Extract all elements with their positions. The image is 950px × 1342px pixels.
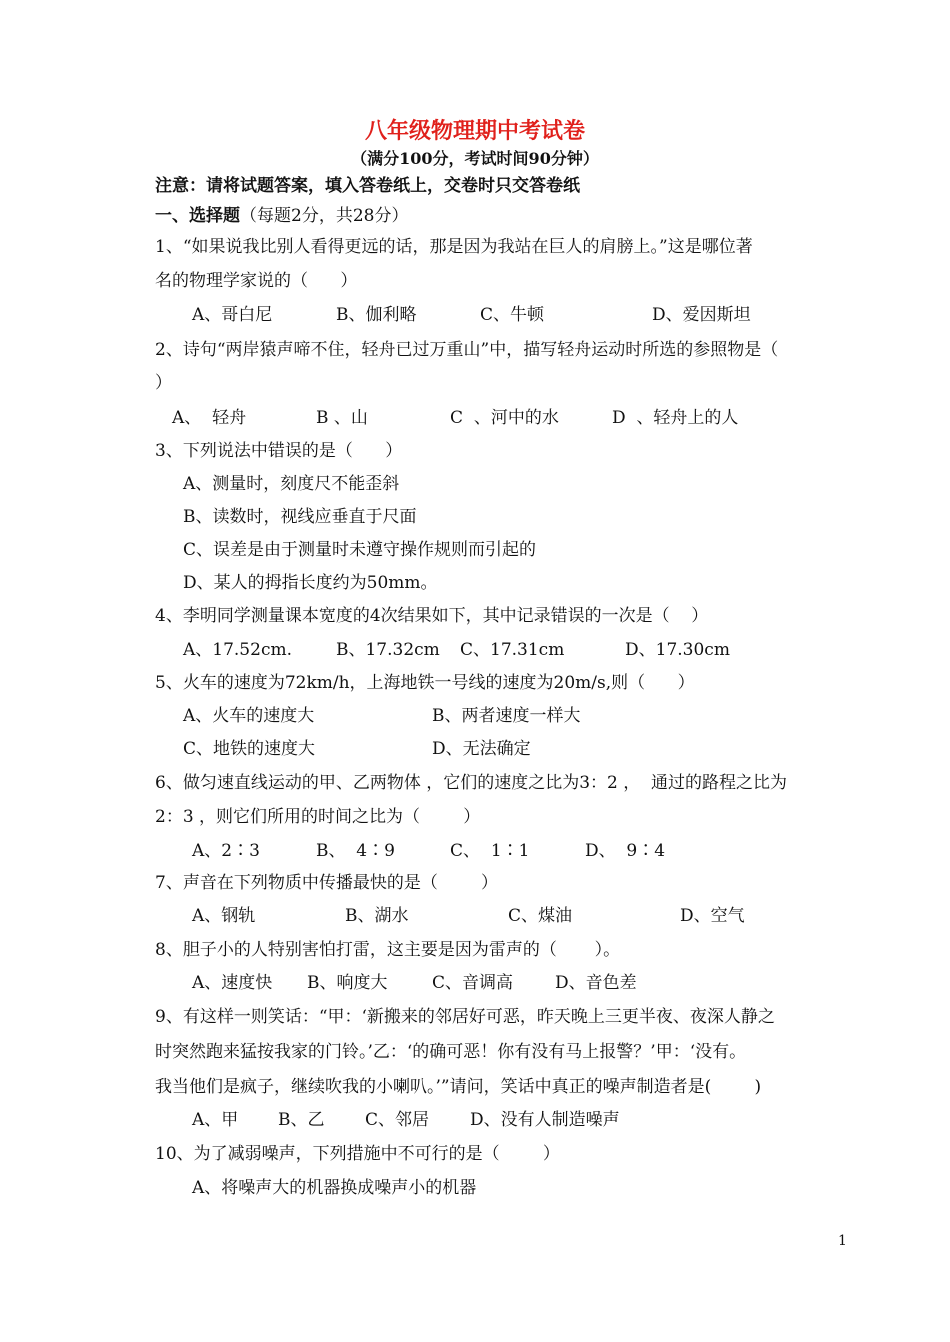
q4-option-b: B、17.32cm [336,640,440,660]
q7-stem: 7、声音在下列物质中传播最快的是（ ） [155,873,499,893]
q1-option-d: D、爱因斯坦 [652,305,751,325]
q5-stem: 5、火车的速度为72km/h，上海地铁一号线的速度为20m/s,则（ ） [155,673,695,693]
q7-option-c: C、煤油 [508,906,573,926]
q2-option-d: D 、轻舟上的人 [612,408,739,428]
section-note: （每题2分，共28分） [240,206,409,226]
q10-stem: 10、为了减弱噪声，下列措施中不可行的是（ ） [155,1144,560,1164]
q5-option-a: A、火车的速度大 [183,706,315,726]
q9-line2: 时突然跑来猛按我家的门铃。’乙：‘的确可恶！你有没有马上报警？’甲：‘没有。 [155,1042,747,1062]
q6-option-c: C、 1∶1 [450,841,530,861]
section-heading: 一、选择题 [155,206,240,226]
q3-stem: 3、下列说法中错误的是（ ） [155,441,403,461]
q8-option-d: D、音色差 [555,973,637,993]
q5-option-d: D、无法确定 [432,739,531,759]
q6-option-b: B、 4∶9 [316,841,395,861]
q9-option-a: A、甲 [192,1110,239,1130]
q8-option-b: B、响度大 [307,973,388,993]
q5-option-b: B、两者速度一样大 [432,706,581,726]
q3-option-d: D、某人的拇指长度约为50mm。 [183,573,438,593]
q9-option-c: C、邻居 [365,1110,430,1130]
q10-option-a: A、将噪声大的机器换成噪声小的机器 [192,1178,477,1198]
q9-line3: 我当他们是疯子，继续吹我的小喇叭。’”请问，笑话中真正的噪声制造者是( ) [155,1077,762,1097]
q7-option-d: D、空气 [680,906,745,926]
q2-line1: 2、诗句“两岸猿声啼不住，轻舟已过万重山”中，描写轻舟运动时所选的参照物是（ [155,340,779,360]
q1-line1: 1、“如果说我比别人看得更远的话，那是因为我站在巨人的肩膀上。”这是哪位著 [155,237,753,257]
q9-option-d: D、没有人制造噪声 [470,1110,620,1130]
q4-option-c: C、17.31cm [460,640,565,660]
q8-option-a: A、速度快 [192,973,273,993]
q4-stem: 4、李明同学测量课本宽度的4次结果如下，其中记录错误的一次是（ ） [155,606,709,626]
q6-line2: 2：3 ，则它们所用的时间之比为（ ） [155,807,481,827]
q4-option-d: D、17.30cm [625,640,730,660]
q5-option-c: C、地铁的速度大 [183,739,316,759]
q7-option-a: A、钢轨 [192,906,256,926]
section-heading-line [155,205,408,227]
q1-option-a: A、哥白尼 [192,305,273,325]
q6-option-a: A、2∶3 [192,841,260,861]
q8-option-c: C、音调高 [432,973,514,993]
q8-stem: 8、胆子小的人特别害怕打雷，这主要是因为雷声的（ ）。 [155,940,621,960]
q1-line2: 名的物理学家说的（ ） [155,271,358,291]
q2-option-c: C 、河中的水 [450,408,559,428]
q1-option-b: B、伽利略 [336,305,417,325]
exam-subtitle: （满分100分，考试时间90分钟） [351,149,599,168]
q9-line1: 9、有这样一则笑话：“甲：‘新搬来的邻居好可恶，昨天晚上三更半夜、夜深人静之 [155,1007,775,1027]
q6-option-d: D、 9∶4 [585,841,666,861]
notice-text: 注意：请将试题答案，填入答卷纸上，交卷时只交答卷纸 [155,176,580,196]
q3-option-a: A、测量时，刻度尺不能歪斜 [183,474,400,494]
q6-line1: 6、做匀速直线运动的甲、乙两物体 ，它们的速度之比为3：2 ， 通过的路程之比为 [155,773,788,793]
q1-option-c: C、牛顿 [480,305,545,325]
q2-line2: ） [155,373,172,393]
q3-option-b: B、读数时，视线应垂直于尺面 [183,507,417,527]
q4-option-a: A、17.52cm. [183,640,292,660]
page-number: 1 [838,1233,847,1249]
q7-option-b: B、湖水 [345,906,409,926]
q9-option-b: B、乙 [278,1110,325,1130]
q2-option-a: A、 轻舟 [172,408,247,428]
q3-option-c: C、误差是由于测量时未遵守操作规则而引起的 [183,540,537,560]
q2-option-b: B 、山 [316,408,368,428]
exam-title: 八年级物理期中考试卷 [364,118,585,144]
